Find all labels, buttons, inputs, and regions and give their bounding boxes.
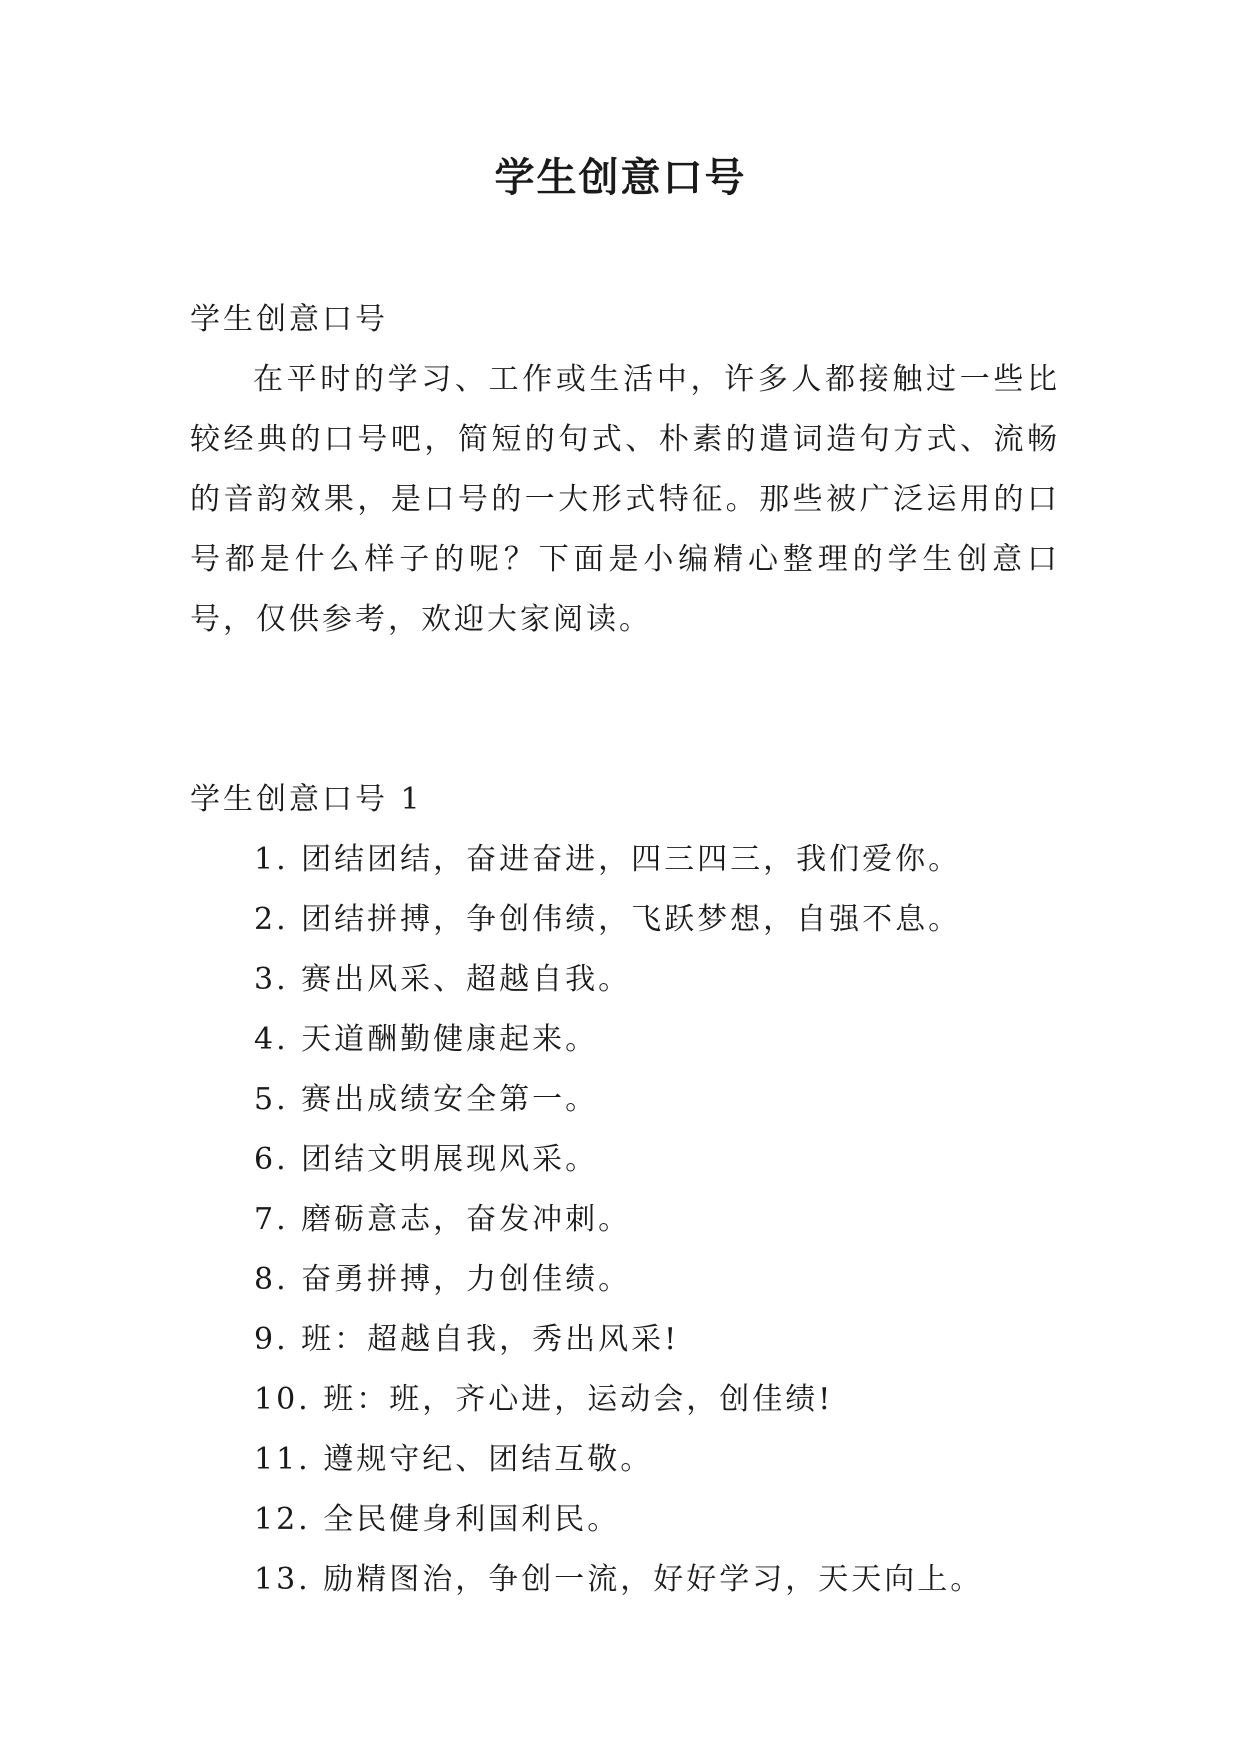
intro-paragraph: 在平时的学习、工作或生活中，许多人都接触过一些比较经典的口号吧，简短的句式、朴素的遣词造句方式、流畅的音韵效果，是口号的一大形式特征。那些被广泛运用的口号都是什么样子的呢？下面是小编精心整理的学生创意口号，仅供参考，欢迎大家阅读。: [190, 362, 1060, 637]
slogan-item: 4. 天道酬勤健康起来。: [254, 1022, 599, 1057]
slogan-item: 5. 赛出成绩安全第一。: [254, 1082, 599, 1117]
document-subtitle: 学生创意口号: [190, 302, 388, 337]
slogan-item: 1. 团结团结，奋进奋进，四三四三，我们爱你。: [254, 842, 962, 877]
slogan-item: 6. 团结文明展现风采。: [254, 1142, 599, 1177]
slogan-list: [190, 830, 1060, 1610]
slogan-item: 8. 奋勇拼搏，力创佳绩。: [254, 1262, 632, 1297]
slogan-item: 13. 励精图治，争创一流，好好学习，天天向上。: [254, 1562, 984, 1597]
slogan-item: 11. 遵规守纪、团结互敬。: [254, 1442, 654, 1477]
slogan-item: 7. 磨砺意志，奋发冲刺。: [254, 1202, 632, 1237]
slogan-item: 10. 班：班，齐心进，运动会，创佳绩!: [254, 1382, 834, 1417]
slogan-item: 3. 赛出风采、超越自我。: [254, 962, 632, 997]
document-body: [190, 290, 1060, 1610]
slogan-item: 12. 全民健身利国利民。: [254, 1502, 621, 1537]
slogan-item: 2. 团结拼搏，争创伟绩，飞跃梦想，自强不息。: [254, 902, 962, 937]
slogan-item: 9. 班：超越自我，秀出风采!: [254, 1322, 680, 1357]
page-title: 学生创意口号: [494, 154, 747, 201]
section-heading: 学生创意口号 1: [190, 782, 423, 817]
